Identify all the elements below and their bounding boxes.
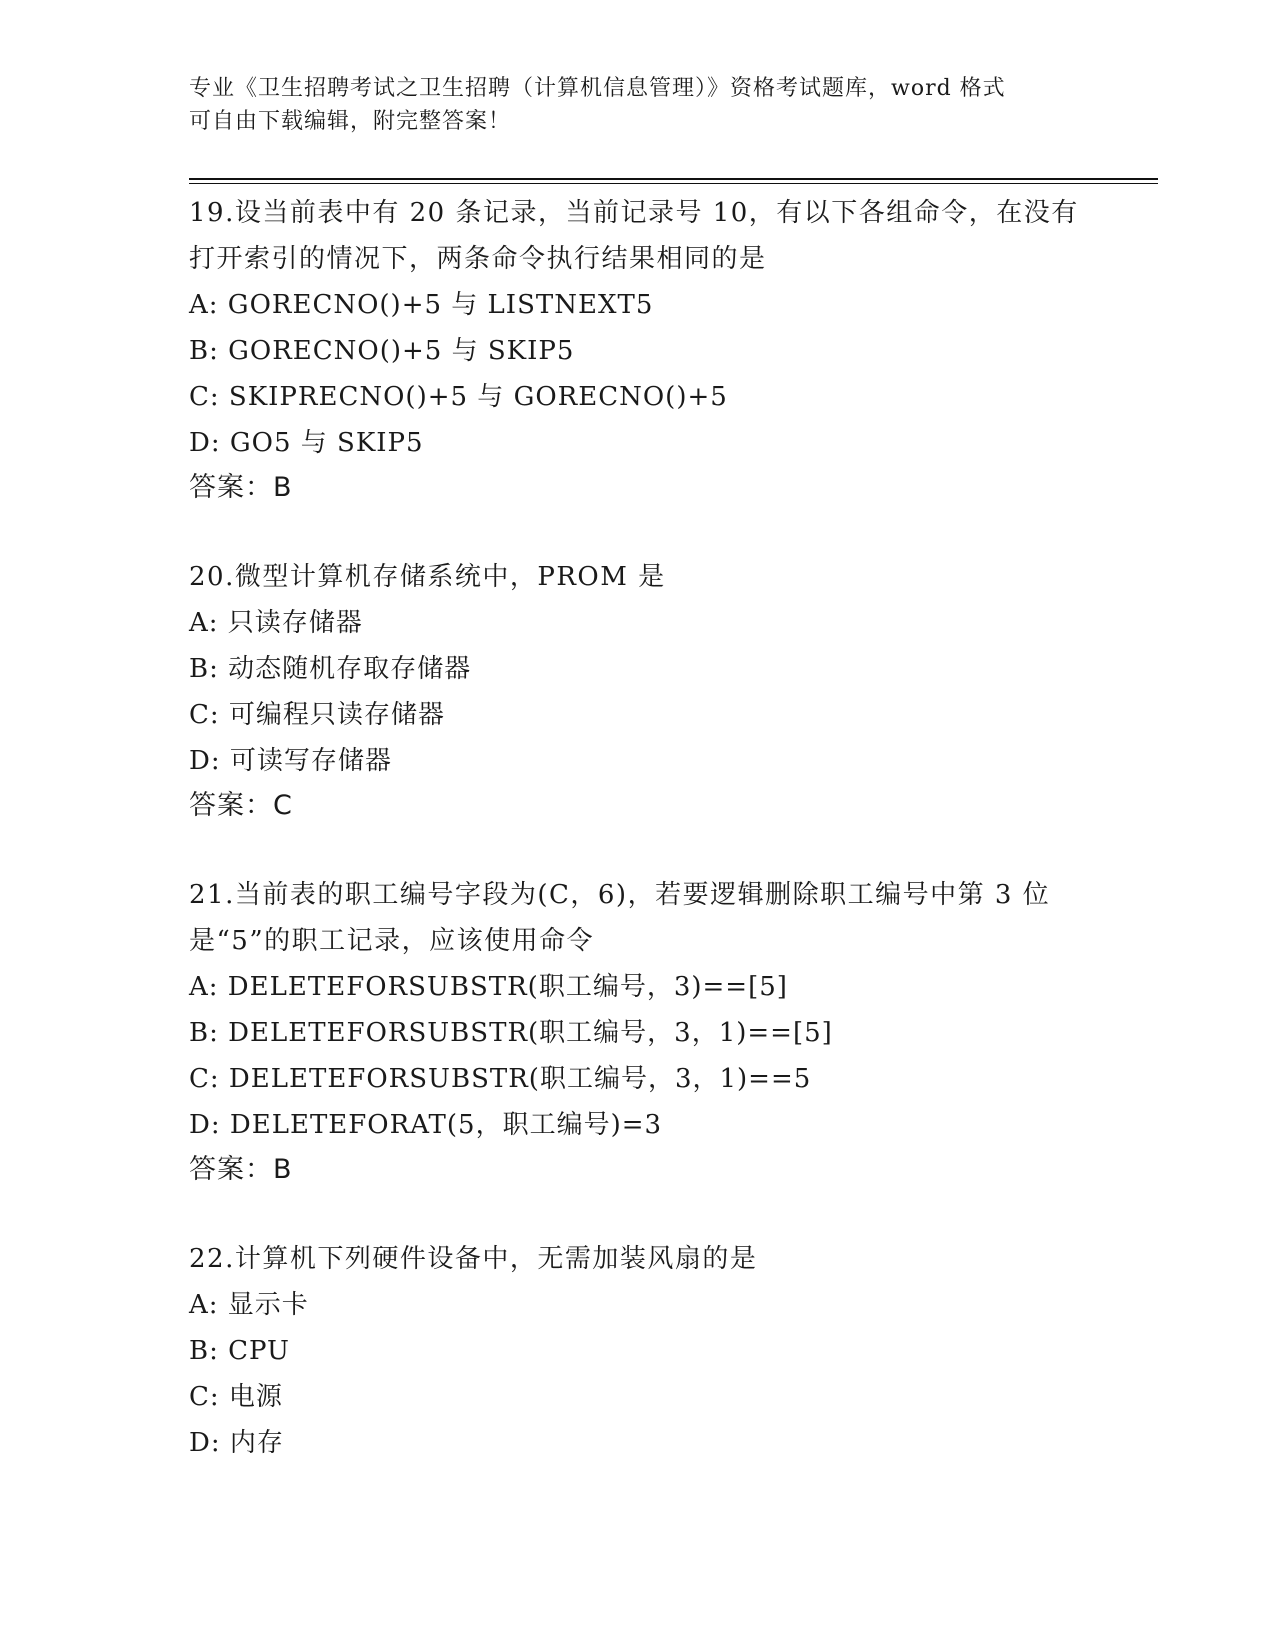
answer: 答案：B (189, 472, 293, 503)
option-c: C: DELETEFORSUBSTR(职工编号，3，1)==5 (189, 1064, 812, 1094)
answer: 答案：B (189, 1154, 293, 1185)
question-19 (189, 190, 1089, 510)
option-c: C: 电源 (189, 1382, 283, 1412)
question-20 (189, 554, 1089, 828)
option-b: B: 动态随机存取存储器 (189, 654, 472, 684)
header-divider-thin (189, 183, 1158, 184)
header-line-1: 专业《卫生招聘考试之卫生招聘（计算机信息管理）》资格考试题库，word 格式 (189, 76, 1006, 101)
question-stem: 19.设当前表中有 20 条记录，当前记录号 10，有以下各组命令，在没有打开索引的情况下，两条命令执行结果相同的是 (189, 198, 1079, 274)
header-line-2: 可自由下载编辑，附完整答案！ (189, 109, 512, 134)
header-divider-thick (189, 178, 1158, 180)
question-21 (189, 872, 1089, 1192)
option-a: A: GORECNO()+5 与 LISTNEXT5 (189, 290, 654, 320)
option-a: A: 显示卡 (189, 1290, 309, 1320)
option-d: D: DELETEFORAT(5，职工编号)=3 (189, 1110, 663, 1140)
option-a: A: DELETEFORSUBSTR(职工编号，3)==[5] (189, 972, 788, 1002)
question-stem: 21.当前表的职工编号字段为(C，6)，若要逻辑删除职工编号中第 3 位是“5”的职工记录，应该使用命令 (189, 880, 1051, 956)
option-d: D: 可读写存储器 (189, 746, 392, 776)
question-stem: 22.计算机下列硬件设备中，无需加装风扇的是 (189, 1244, 758, 1274)
document-header (189, 72, 1089, 138)
option-d: D: GO5 与 SKIP5 (189, 428, 424, 458)
option-b: B: GORECNO()+5 与 SKIP5 (189, 336, 575, 366)
answer: 答案：C (189, 790, 293, 821)
question-list (189, 190, 1089, 1510)
option-b: B: DELETEFORSUBSTR(职工编号，3，1)==[5] (189, 1018, 833, 1048)
option-a: A: 只读存储器 (189, 608, 363, 638)
option-b: B: CPU (189, 1336, 290, 1366)
option-d: D: 内存 (189, 1428, 284, 1458)
question-stem: 20.微型计算机存储系统中，PROM 是 (189, 562, 666, 592)
question-22 (189, 1236, 1089, 1466)
option-c: C: SKIPRECNO()+5 与 GORECNO()+5 (189, 382, 728, 412)
option-c: C: 可编程只读存储器 (189, 700, 445, 730)
